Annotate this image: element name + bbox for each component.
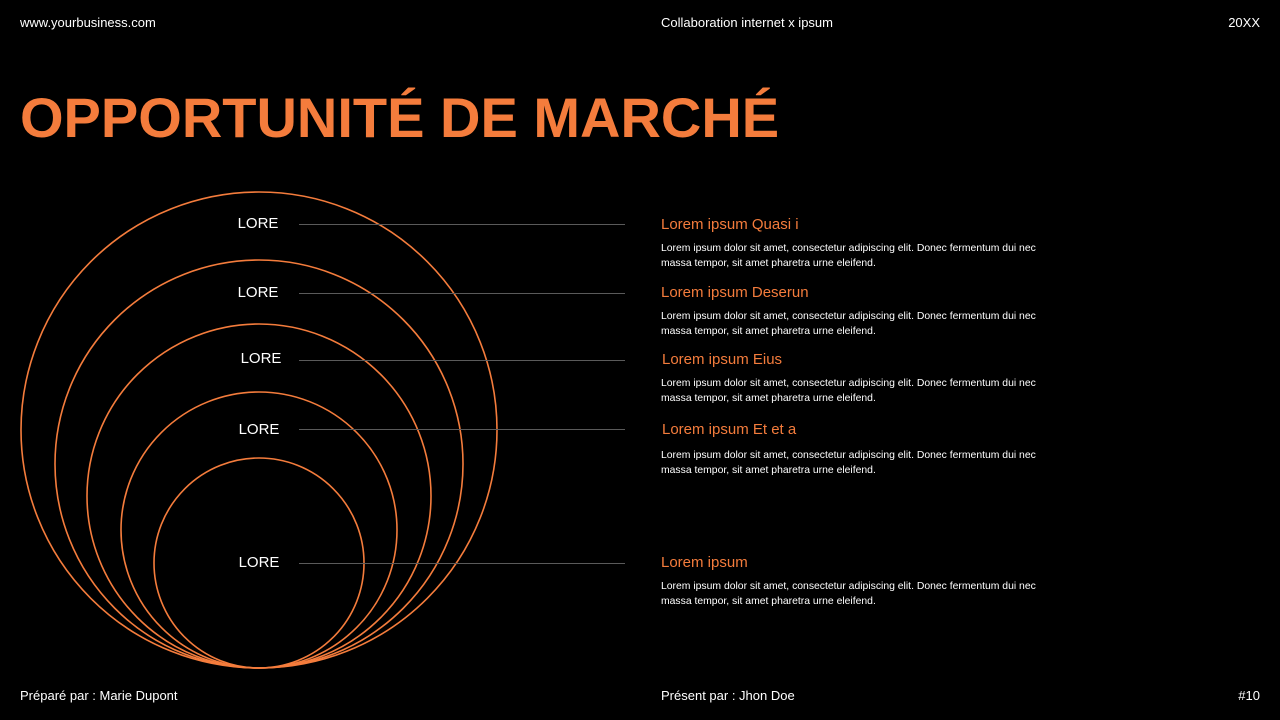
- item-title: Lorem ipsum Deserun: [661, 284, 809, 301]
- header-bar: [0, 13, 1280, 33]
- ring-label-3: LORE: [240, 350, 282, 367]
- page-title: OPPORTUNITÉ DE MARCHÉ: [20, 86, 780, 149]
- presented-by-text: Présent par : Jhon Doe: [661, 688, 795, 703]
- page-number: #10: [1238, 688, 1260, 703]
- item-description: Lorem ipsum dolor sit amet, consectetur adipiscing elit. Donec fermentum dui nec massa tempor, sit amet pharetra urne eleifend.: [661, 243, 1036, 269]
- ring-3: [87, 324, 431, 668]
- ring-label-4: LORE: [238, 421, 280, 438]
- item-description: Lorem ipsum dolor sit amet, consectetur adipiscing elit. Donec fermentum dui nec massa tempor, sit amet pharetra urne eleifend.: [661, 450, 1036, 476]
- list-item: [661, 215, 1041, 271]
- prepared-by-text: Préparé par : Marie Dupont: [20, 688, 178, 703]
- item-description: Lorem ipsum dolor sit amet, consectetur adipiscing elit. Donec fermentum dui nec massa tempor, sit amet pharetra urne eleifend.: [661, 311, 1036, 337]
- item-title: Lorem ipsum Eius: [662, 351, 783, 368]
- ring-2: [55, 260, 463, 668]
- website-url[interactable]: www.yourbusiness.com: [20, 15, 156, 30]
- list-item: [661, 553, 1041, 609]
- item-title: Lorem ipsum Et et a: [662, 421, 797, 438]
- list-item: [662, 350, 1042, 406]
- ring-label-1: LORE: [237, 215, 279, 232]
- collaboration-text: Collaboration internet x ipsum: [661, 15, 833, 30]
- ring-label-2: LORE: [237, 284, 279, 301]
- list-item: [661, 283, 1041, 339]
- item-title: Lorem ipsum Quasi i: [661, 216, 799, 233]
- item-description: Lorem ipsum dolor sit amet, consectetur adipiscing elit. Donec fermentum dui nec massa tempor, sit amet pharetra urne eleifend.: [661, 378, 1036, 404]
- item-description: Lorem ipsum dolor sit amet, consectetur adipiscing elit. Donec fermentum dui nec massa tempor, sit amet pharetra urne eleifend.: [661, 581, 1036, 607]
- ring-label-5: LORE: [238, 554, 280, 571]
- list-item: [662, 420, 1042, 478]
- item-title: Lorem ipsum: [661, 554, 748, 571]
- footer-bar: [0, 686, 1280, 706]
- year-text: 20XX: [1228, 15, 1260, 30]
